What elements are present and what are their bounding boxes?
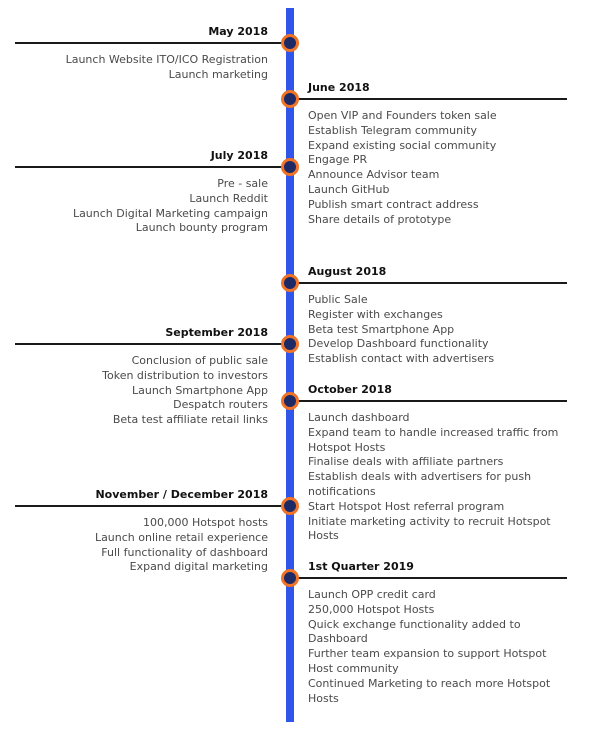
milestone-5-item: Conclusion of public sale <box>131 354 268 367</box>
milestone-1-divider <box>15 42 290 44</box>
milestone-8-item: Host community <box>308 661 399 675</box>
milestone-7-item: Expand digital marketing <box>129 560 268 574</box>
milestone-1-item: Launch marketing <box>168 67 268 81</box>
milestone-6-items <box>308 411 558 544</box>
milestone-2-item: Establish Telegram community <box>308 123 477 137</box>
milestone-6-date: October 2018 <box>308 383 392 396</box>
milestone-7-node <box>281 497 299 515</box>
milestone-6-node <box>281 392 299 410</box>
milestone-4-item: Register with exchanges <box>308 307 443 321</box>
milestone-5-items <box>102 354 268 428</box>
milestone-2-item: Launch GitHub <box>308 182 390 196</box>
milestone-8-item: Further team expansion to support Hotspot <box>308 647 547 661</box>
milestone-6-item: Start Hotspot Host referral program <box>308 499 505 513</box>
milestone-4-items <box>308 293 494 367</box>
milestone-6-divider <box>290 400 567 402</box>
milestone-6-item: Hotspot Hosts <box>308 440 386 454</box>
milestone-7-item: 100,000 Hotspot hosts <box>142 516 268 529</box>
milestone-4-node <box>281 274 299 292</box>
milestone-7-item: Launch online retail experience <box>94 530 268 544</box>
milestone-4-item: Develop Dashboard functionality <box>308 337 489 351</box>
milestone-5-divider <box>15 343 290 345</box>
milestone-7-item: Full functionality of dashboard <box>101 545 268 559</box>
milestone-2-divider <box>290 98 567 100</box>
milestone-2-item: Publish smart contract address <box>308 197 479 211</box>
milestone-6-item: Establish deals with advertisers for push <box>308 470 532 484</box>
milestone-3-items <box>73 177 268 236</box>
milestone-8-date: 1st Quarter 2019 <box>308 560 414 573</box>
milestone-4-item: Establish contact with advertisers <box>308 352 495 366</box>
milestone-5-date: September 2018 <box>165 326 268 339</box>
milestone-8-item: 250,000 Hotspot Hosts <box>308 602 435 616</box>
milestone-2-item: Open VIP and Founders token sale <box>308 109 497 122</box>
milestone-8-item: Continued Marketing to reach more Hotspot <box>308 676 551 690</box>
milestone-3-item: Launch bounty program <box>135 221 268 235</box>
milestone-7-items <box>95 516 268 575</box>
milestone-5-item: Launch Smartphone App <box>131 383 268 397</box>
milestone-1-items <box>66 53 268 83</box>
milestone-2-item: Expand existing social community <box>308 138 497 152</box>
milestone-5-item: Despatch routers <box>173 398 268 412</box>
milestone-4-item: Beta test Smartphone App <box>308 322 455 336</box>
milestone-7-date: November / December 2018 <box>95 488 268 501</box>
milestone-6-item: Initiate marketing activity to recruit Hotspot <box>308 514 551 528</box>
milestone-1-node <box>281 34 299 52</box>
milestone-2-date: June 2018 <box>308 81 370 94</box>
milestone-6-item: Finalise deals with affiliate partners <box>308 455 504 469</box>
milestone-2-item: Announce Advisor team <box>308 168 440 182</box>
milestone-1-item: Launch Website ITO/ICO Registration <box>65 53 268 66</box>
milestone-7-divider <box>15 505 290 507</box>
milestone-3-item: Pre - sale <box>217 177 268 190</box>
milestone-8-item: Dashboard <box>308 632 368 646</box>
milestone-4-divider <box>290 282 567 284</box>
milestone-6-item: Hosts <box>308 529 339 543</box>
milestone-6-item: notifications <box>308 484 376 498</box>
milestone-3-item: Launch Digital Marketing campaign <box>72 206 268 220</box>
milestone-1-date: May 2018 <box>208 25 268 38</box>
milestone-2-items <box>308 109 497 227</box>
milestone-4-item: Public Sale <box>308 293 368 306</box>
milestone-8-item: Launch OPP credit card <box>308 588 436 601</box>
milestone-3-divider <box>15 166 290 168</box>
milestone-3-date: July 2018 <box>210 149 268 162</box>
milestone-8-node <box>281 569 299 587</box>
milestone-2-item: Share details of prototype <box>308 212 452 226</box>
milestone-2-item: Engage PR <box>308 153 368 167</box>
milestone-8-divider <box>290 577 567 579</box>
milestone-3-item: Launch Reddit <box>189 191 268 205</box>
milestone-5-item: Beta test affiliate retail links <box>112 413 268 427</box>
milestone-8-item: Quick exchange functionality added to <box>308 617 521 631</box>
milestone-3-node <box>281 158 299 176</box>
milestone-2-node <box>281 90 299 108</box>
milestone-5-item: Token distribution to investors <box>102 368 268 382</box>
milestone-5-node <box>281 335 299 353</box>
milestone-6-item: Launch dashboard <box>308 411 410 424</box>
milestone-6-item: Expand team to handle increased traffic from <box>308 425 559 439</box>
timeline-axis <box>286 8 294 722</box>
milestone-8-item: Hosts <box>308 691 339 705</box>
milestone-8-items <box>308 588 550 706</box>
milestone-4-date: August 2018 <box>308 265 387 278</box>
